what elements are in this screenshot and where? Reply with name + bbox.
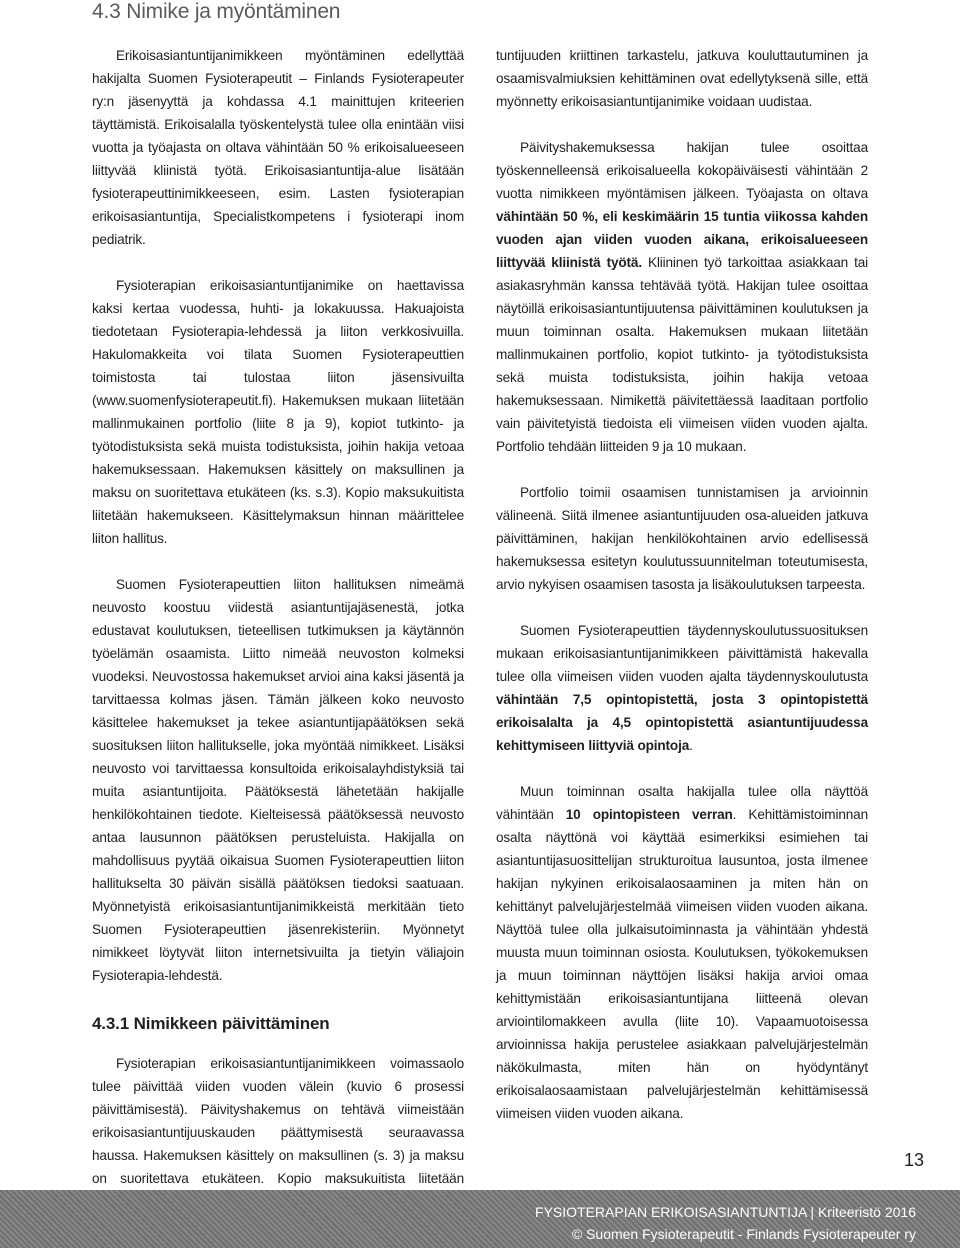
text-segment: Kliininen työ tarkoittaa asiakkaan tai asiakasryhmän kanssa tehtävää työtä. Hakijan tulee osoittaa näytöillä erikoisasiantuntijuutensa päivittäminen koulutuksen ja muun toiminnan osalta. Hakemuksen mukaan liitetään mallinmukainen portfolio, kopiot tutkinto- ja työtodistuksista sekä muista todistuksista, joihin hakija vetoaa hakemuksessaan. Nimikettä päivitettäessä laaditaan portfolio vain päivitetyistä tiedoista eli viimeisen viiden vuoden ajalta. Portfolio tehdään liitteiden 9 ja 10 mukaan. <box>496 255 868 454</box>
paragraph-continuation: tuntijuuden kriittinen tarkastelu, jatkuva kouluttautuminen ja osaamisvalmiuksien kehittäminen ovat edellytyksenä sille, että myönnetty erikoisasiantuntijanimike voidaan uudistaa. <box>496 48 868 109</box>
footer-publication-title: FYSIOTERAPIAN ERIKOISASIANTUNTIJA | Kriteeristö 2016 <box>535 1204 916 1220</box>
paragraph-title-granting: Erikoisasiantuntijanimikkeen myöntäminen edellyttää hakijalta Suomen Fysioterapeutit – Finlands Fysioterapeuter ry:n jäsenyyttä ja kohdassa 4.1 mainittujen kriteerien täyttämistä. Erikoisalalla työskentelystä tulee olla enintään viisi vuotta ja työajasta on oltava vähintään 50 % erikoisalueeseen liittyvää kliinistä työtä. Erikoisasiantuntija-alue lisätään fysioterapeuttinimikkeeseen, esim. Lasten fysioterapian erikoisasiantuntija, Specialistkompetens i fysioterapi inom pediatrik. <box>92 48 464 247</box>
paragraph-portfolio: Portfolio toimii osaamisen tunnistamisen ja arvioinnin välineenä. Siitä ilmenee asiantuntijuuden osa-alueiden jatkuva päivittäminen, hakijan henkilökohtainen arvio edellisessä hakemuksessa esitetyn koulutussuunnitelman toteutumisesta, arvio nykyisen osaamisen tasosta ja lisäkoulutuksen tarpeesta. <box>496 485 868 592</box>
footer-copyright: © Suomen Fysioterapeutit - Finlands Fysioterapeuter ry <box>571 1226 916 1242</box>
text-segment: . Kehittämistoiminnan osalta näyttönä voi käyttää esimerkiksi esimiehen tai asiantuntijasuosittelijan strukturoitua lausuntoa, josta ilmenee hakijan nykyinen erikoisalaosaaminen ja miten hän on kehittänyt palvelujärjestelmää viimeisen viiden vuoden aikana. Näyttöä tulee olla julkaisutoiminnasta ja vähintään yhdestä muusta muun toiminnan osiosta. Koulutuksen, työkokemuksen ja muun toiminnan näyttöjen lisäksi hakija arvioi omaa kehittymistään erikoisasiantuntijana liitteenä olevan arviointilomakkeen avulla (liite 10). Vapaamuotoisessa arvioinnissa hakija perustelee asiakkaan palvelujärjestelmän näkökulmasta, miten hän on hyödyntänyt erikoisalaosaamistaan palvelujärjestelmän kehittämisessä viimeisen viiden vuoden aikana. <box>496 807 868 1121</box>
left-column <box>92 44 464 1236</box>
subheading-title-update: 4.3.1 Nimikkeen päivittäminen <box>92 1014 330 1033</box>
text-segment: Päivityshakemuksessa hakijan tulee osoittaa työskennelleensä erikoisalueella kokopäiväisesti vähintään 2 vuotta nimikkeen myöntämisen jälkeen. Työajasta on oltava <box>496 140 868 201</box>
paragraph-continuing-education <box>496 619 868 757</box>
text-segment: Suomen Fysioterapeuttien täydennyskoulutussuosituksen mukaan erikoisasiantuntijanimikkeen päivittämistä hakevalla tulee olla viimeisen viiden vuoden ajalta täydennyskoulutusta <box>496 623 868 684</box>
section-heading: 4.3 Nimike ja myöntäminen <box>92 0 341 23</box>
paragraph-council: Suomen Fysioterapeuttien liiton hallituksen nimeämä neuvosto koostuu viidestä asiantuntijajäsenestä, jotka edustavat koulutuksen, tieteellisen tutkimuksen ja käytännön työelämän osaamista. Liitto nimeää neuvoston kolmeksi vuodeksi. Neuvostossa hakemukset arvioi aina kaksi jäsentä ja tarvittaessa kolmas jäsen. Tämän jälkeen koko neuvosto käsittelee hakemukset ja tekee asiantuntijapäätöksen sekä suosituksen liiton hallitukselle, joka myöntää nimikkeet. Lisäksi neuvosto voi tarvittaessa konsultoida erikoisalayhdistyksiä tai muita asiantuntijoita. Päätöksestä lähetetään hakijalle henkilökohtainen tiedote. Kielteisessä päätöksessä neuvosto antaa lausunnon päätöksen perusteluista. Hakijalla on mahdollisuus pyytää oikaisua Suomen Fysioterapeuttien liiton hallitukselta 30 päivän sisällä päätöksen tiedoksi saatuaan. Myönnetyistä erikoisasiantuntijanimikkeistä merkitään tieto Suomen Fysioterapeuttien jäsenrekisteriin. Myönnetyt nimikkeet löytyvät liiton internetsivuilta ja tietyin väliajoin Fysioterapia-lehdestä. <box>92 577 464 983</box>
right-column <box>496 44 868 1148</box>
text-segment: Muun toiminnan osalta hakijalla tulee olla näyttöä vähintään <box>496 784 868 822</box>
paragraph-other-activities <box>496 780 868 1125</box>
text-segment: . <box>689 738 693 753</box>
page-number: 13 <box>903 1150 924 1170</box>
bold-requirement: 10 opintopisteen verran <box>565 807 733 822</box>
bold-requirement: vähintään 7,5 opintopistettä, josta 3 opintopistettä erikoisalalta ja 4,5 opintopistettä asiantuntijuudessa kehittymiseen liittyviä opintoja <box>496 692 868 753</box>
paragraph-work-requirement <box>496 136 868 458</box>
footer-band <box>0 1190 960 1248</box>
bold-requirement: vähintään 50 %, eli keskimäärin 15 tuntia viikossa kahden vuoden ajan viiden vuoden aikana, erikoisalueeseen liittyvää kliinistä työtä. <box>496 209 868 270</box>
paragraph-application-schedule: Fysioterapian erikoisasiantuntijanimike on haettavissa kaksi kertaa vuodessa, huhti- ja lokakuussa. Hakuajoista tiedotetaan Fysioterapia-lehdessä ja liiton verkkosivuilla. Hakulomakkeita voi tilata Suomen Fysioterapeuttien toimistosta tai tulostaa liiton jäsensivuilta (www.suomenfysioterapeutit.fi). Hakemuksen mukaan liitetään mallinmukainen portfolio (liite 8 ja 9), kopiot tutkinto- ja työtodistuksista sekä muista todistuksista, joihin hakija vetoaa hakemuksessaan. Hakemuksen käsittely on maksullinen ja maksu on suoritettava etukäteen (ks. s.3). Kopio maksukuitista liitetään hakemukseen. Käsittelymaksun hinnan määrittelee liiton hallitus. <box>92 278 464 546</box>
paragraph-update-intro: Fysioterapian erikoisasiantuntijanimikkeen voimassaolo tulee päivittää viiden vuoden välein (kuvio 6 prosessi päivittämisestä). Päivityshakemus on tehtävä viimeistään erikoisasiantuntijuuskauden päättymisestä seuraavassa haussa. Hakemuksen käsittely on maksullinen (s. 3) ja maksu on suoritettava etukäteen. Kopio maksukuitista liitetään <box>92 1056 464 1186</box>
